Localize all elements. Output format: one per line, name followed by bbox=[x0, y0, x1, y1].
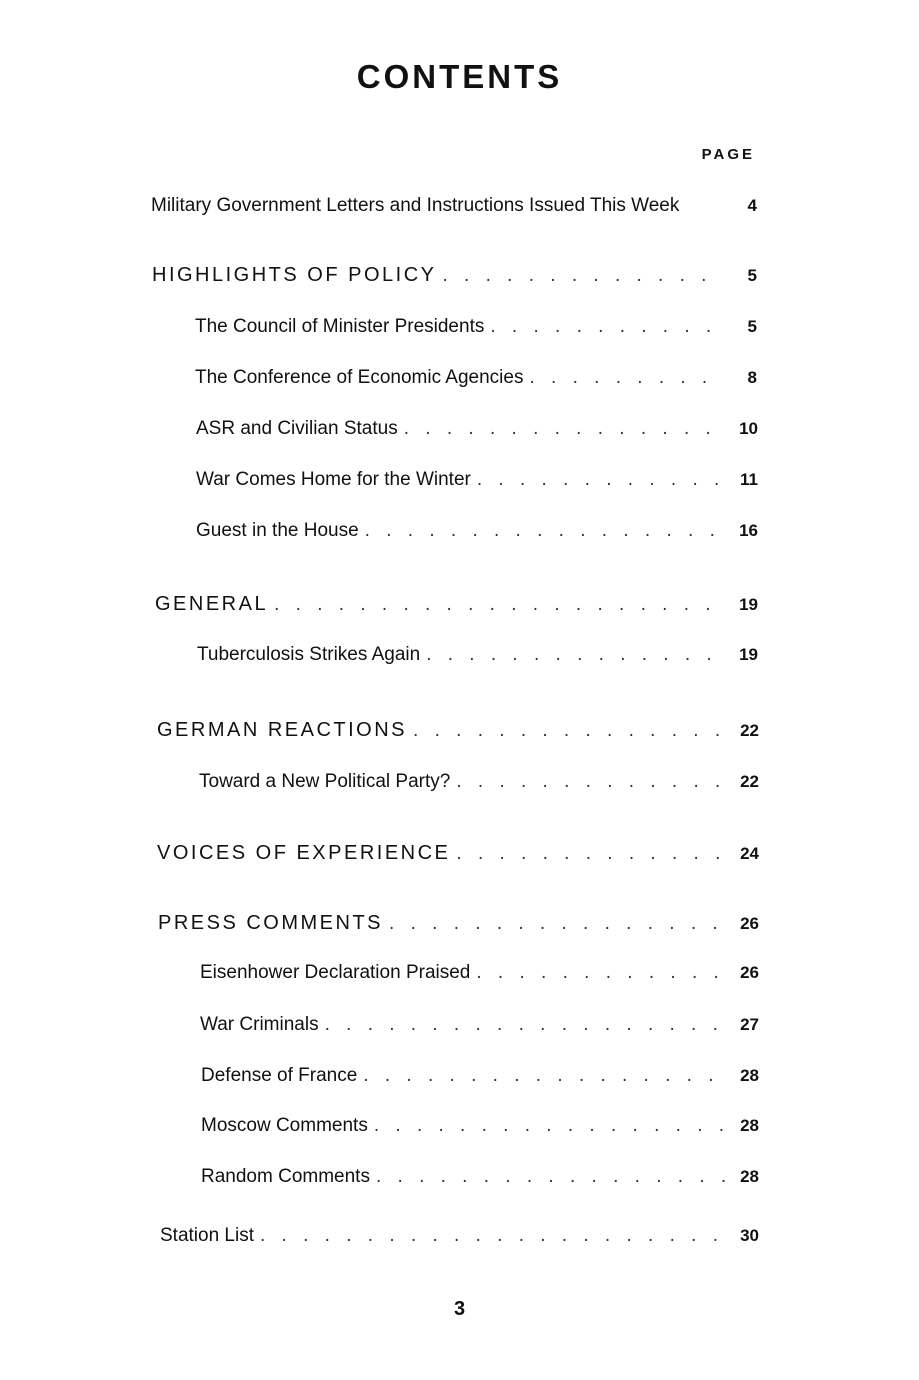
toc-entry-guest[interactable] bbox=[196, 520, 758, 542]
leader-dots bbox=[260, 1225, 725, 1247]
leader-dots bbox=[363, 1065, 725, 1087]
leader-dots bbox=[426, 644, 724, 666]
toc-section-highlights[interactable] bbox=[152, 264, 757, 287]
toc-entry-page: 4 bbox=[747, 196, 757, 215]
toc-entry-page: 5 bbox=[747, 317, 757, 336]
toc-entry-page: 19 bbox=[739, 595, 758, 614]
toc-section-general[interactable] bbox=[155, 593, 758, 616]
toc-entry-label: War Comes Home for the Winter bbox=[196, 469, 471, 490]
toc-entry-eisenhower[interactable] bbox=[200, 962, 759, 984]
leader-dots bbox=[529, 367, 723, 389]
page-number: 3 bbox=[453, 1298, 466, 1320]
toc-entry-label: Military Government Letters and Instructions Issued This Week bbox=[151, 195, 680, 216]
toc-entry-conference[interactable] bbox=[195, 367, 757, 389]
toc-entry-page: 22 bbox=[740, 772, 759, 791]
toc-entry-page: 24 bbox=[740, 844, 759, 863]
toc-entry-label: The Council of Minister Presidents bbox=[195, 316, 485, 337]
toc-entry-political-party[interactable] bbox=[199, 771, 759, 793]
toc-entry-station-list[interactable] bbox=[160, 1225, 759, 1247]
toc-entry-label: Random Comments bbox=[201, 1166, 370, 1187]
toc-entry-label: Moscow Comments bbox=[201, 1115, 368, 1136]
toc-entry-page: 10 bbox=[739, 419, 758, 438]
toc-entry-page: 28 bbox=[740, 1167, 759, 1186]
toc-section-label: GERMAN REACTIONS bbox=[157, 719, 408, 741]
leader-dots bbox=[389, 913, 725, 935]
toc-entry-label: Guest in the House bbox=[196, 520, 359, 541]
toc-entry-label: Station List bbox=[160, 1225, 254, 1246]
leader-dots bbox=[376, 1166, 725, 1188]
toc-section-label: VOICES OF EXPERIENCE bbox=[157, 842, 451, 864]
leader-dots bbox=[442, 265, 723, 287]
toc-entry-label: Eisenhower Declaration Praised bbox=[200, 962, 471, 983]
toc-entry-page: 30 bbox=[740, 1226, 759, 1245]
toc-entry-moscow[interactable] bbox=[201, 1115, 759, 1137]
page-column-header: PAGE bbox=[701, 146, 755, 163]
leader-dots bbox=[374, 1115, 725, 1137]
toc-section-press[interactable] bbox=[158, 912, 759, 935]
toc-entry-label: The Conference of Economic Agencies bbox=[195, 367, 524, 388]
toc-entry-war-criminals[interactable] bbox=[200, 1014, 759, 1036]
toc-entry-defense-france[interactable] bbox=[201, 1065, 759, 1087]
leader-dots bbox=[477, 469, 724, 491]
toc-entry-page: 26 bbox=[740, 963, 759, 982]
leader-dots bbox=[476, 962, 725, 984]
toc-entry-council[interactable] bbox=[195, 316, 757, 338]
toc-entry-tuberculosis[interactable] bbox=[197, 644, 758, 666]
leader-dots bbox=[325, 1014, 725, 1036]
toc-entry-asr[interactable] bbox=[196, 418, 758, 440]
page-title: CONTENTS bbox=[356, 58, 563, 95]
toc-section-label: GENERAL bbox=[155, 593, 269, 615]
toc-entry-page: 22 bbox=[740, 721, 759, 740]
toc-entry-label: ASR and Civilian Status bbox=[196, 418, 398, 439]
toc-entry-label: War Criminals bbox=[200, 1014, 319, 1035]
leader-dots bbox=[490, 316, 723, 338]
toc-entry-label: Tuberculosis Strikes Again bbox=[197, 644, 421, 665]
toc-entry-random[interactable] bbox=[201, 1166, 759, 1188]
leader-dots bbox=[413, 720, 725, 742]
leader-dots bbox=[274, 594, 724, 616]
toc-entry-label: Toward a New Political Party? bbox=[199, 771, 451, 792]
leader-dots bbox=[456, 843, 725, 865]
toc-entry-page: 27 bbox=[740, 1015, 759, 1034]
toc-entry-page: 16 bbox=[739, 521, 758, 540]
toc-entry-page: 11 bbox=[740, 470, 758, 489]
toc-section-label: PRESS COMMENTS bbox=[158, 912, 384, 934]
toc-entry-label: Defense of France bbox=[201, 1065, 358, 1086]
toc-entry-page: 28 bbox=[740, 1066, 759, 1085]
toc-entry-page: 26 bbox=[740, 914, 759, 933]
toc-entry-page: 28 bbox=[740, 1116, 759, 1135]
toc-entry-page: 19 bbox=[739, 645, 758, 664]
toc-entry-page: 8 bbox=[747, 368, 757, 387]
toc-section-voices[interactable] bbox=[157, 842, 759, 865]
toc-section-german-reactions[interactable] bbox=[157, 719, 759, 742]
toc-entry-mg-letters[interactable] bbox=[151, 195, 757, 217]
toc-entry-war-winter[interactable] bbox=[196, 469, 758, 491]
leader-dots bbox=[456, 771, 725, 793]
toc-section-label: HIGHLIGHTS OF POLICY bbox=[152, 264, 437, 286]
toc-entry-page: 5 bbox=[747, 266, 757, 285]
leader-dots bbox=[365, 520, 724, 542]
leader-dots bbox=[404, 418, 724, 440]
